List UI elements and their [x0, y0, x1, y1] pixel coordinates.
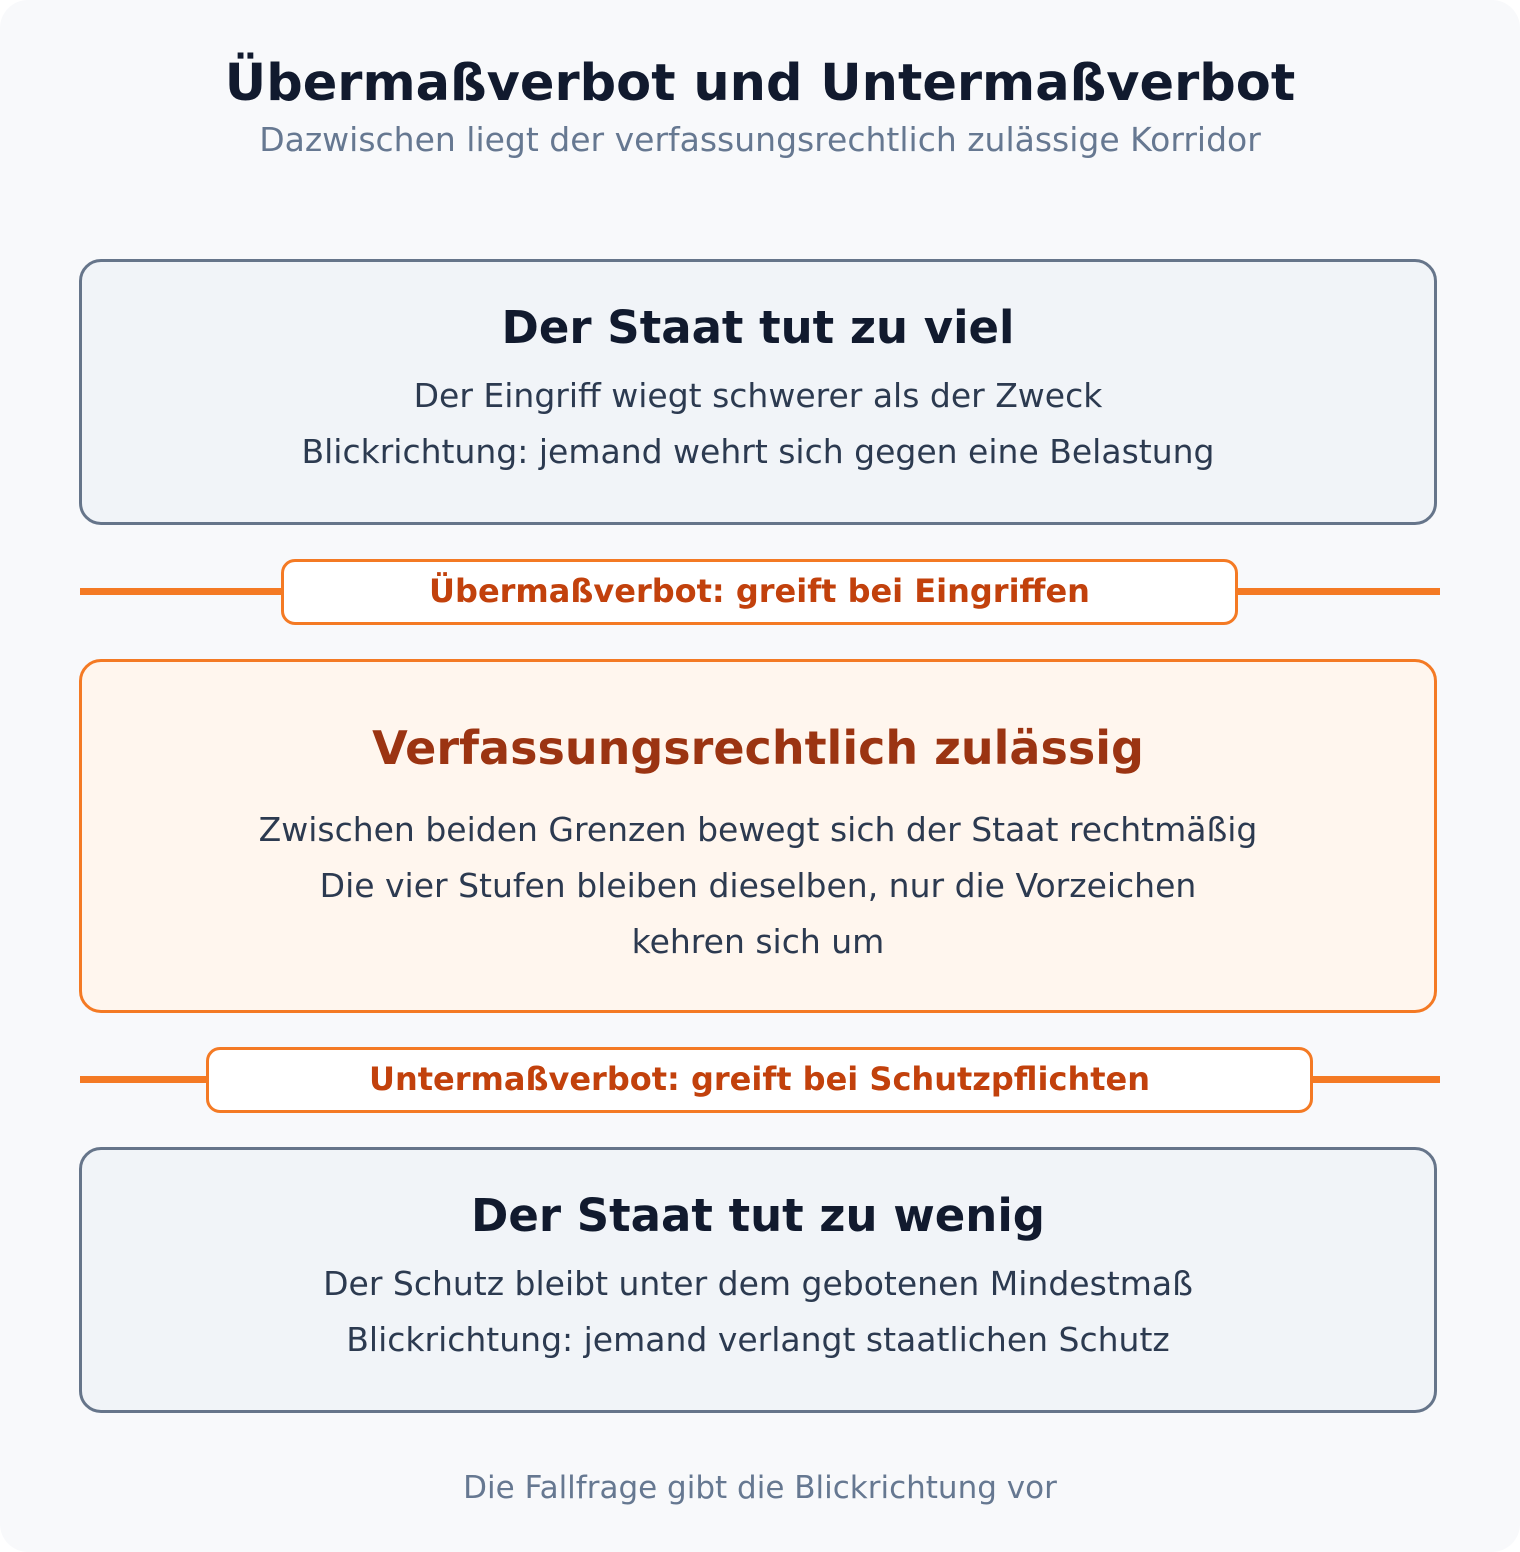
box-too-much-line-2: Blickrichtung: jemand wehrt sich gegen eine Belastung: [301, 432, 1215, 471]
box-too-little-title: Der Staat tut zu wenig: [471, 1189, 1045, 1242]
box-too-little-line-2: Blickrichtung: jemand verlangt staatlichen Schutz: [346, 1320, 1170, 1359]
box-too-much: [79, 259, 1437, 525]
box-too-much-title: Der Staat tut zu viel: [501, 301, 1015, 354]
box-permissible-line-2: Die vier Stufen bleiben dieselben, nur die Vorzeichen: [319, 866, 1197, 905]
box-permissible-title: Verfassungsrechtlich zulässig: [372, 721, 1144, 775]
box-permissible-line-1: Zwischen beiden Grenzen bewegt sich der Staat rechtmäßig: [258, 810, 1258, 849]
box-too-little: [79, 1147, 1437, 1413]
lower-boundary-label: Untermaßverbot: greift bei Schutzpflichten: [206, 1047, 1313, 1113]
upper-boundary-label: Übermaßverbot: greift bei Eingriffen: [281, 559, 1238, 625]
box-too-much-line-1: Der Eingriff wiegt schwerer als der Zweck: [413, 376, 1103, 415]
page-subtitle: Dazwischen liegt der verfassungsrechtlich zulässige Korridor: [259, 120, 1261, 159]
box-permissible-corridor: [79, 659, 1437, 1013]
box-permissible-line-3: kehren sich um: [631, 922, 885, 961]
footer-note: Die Fallfrage gibt die Blickrichtung vor: [463, 1470, 1057, 1506]
page-title: Übermaßverbot und Untermaßverbot: [224, 54, 1296, 113]
box-too-little-line-1: Der Schutz bleibt unter dem gebotenen Mindestmaß: [323, 1264, 1193, 1303]
